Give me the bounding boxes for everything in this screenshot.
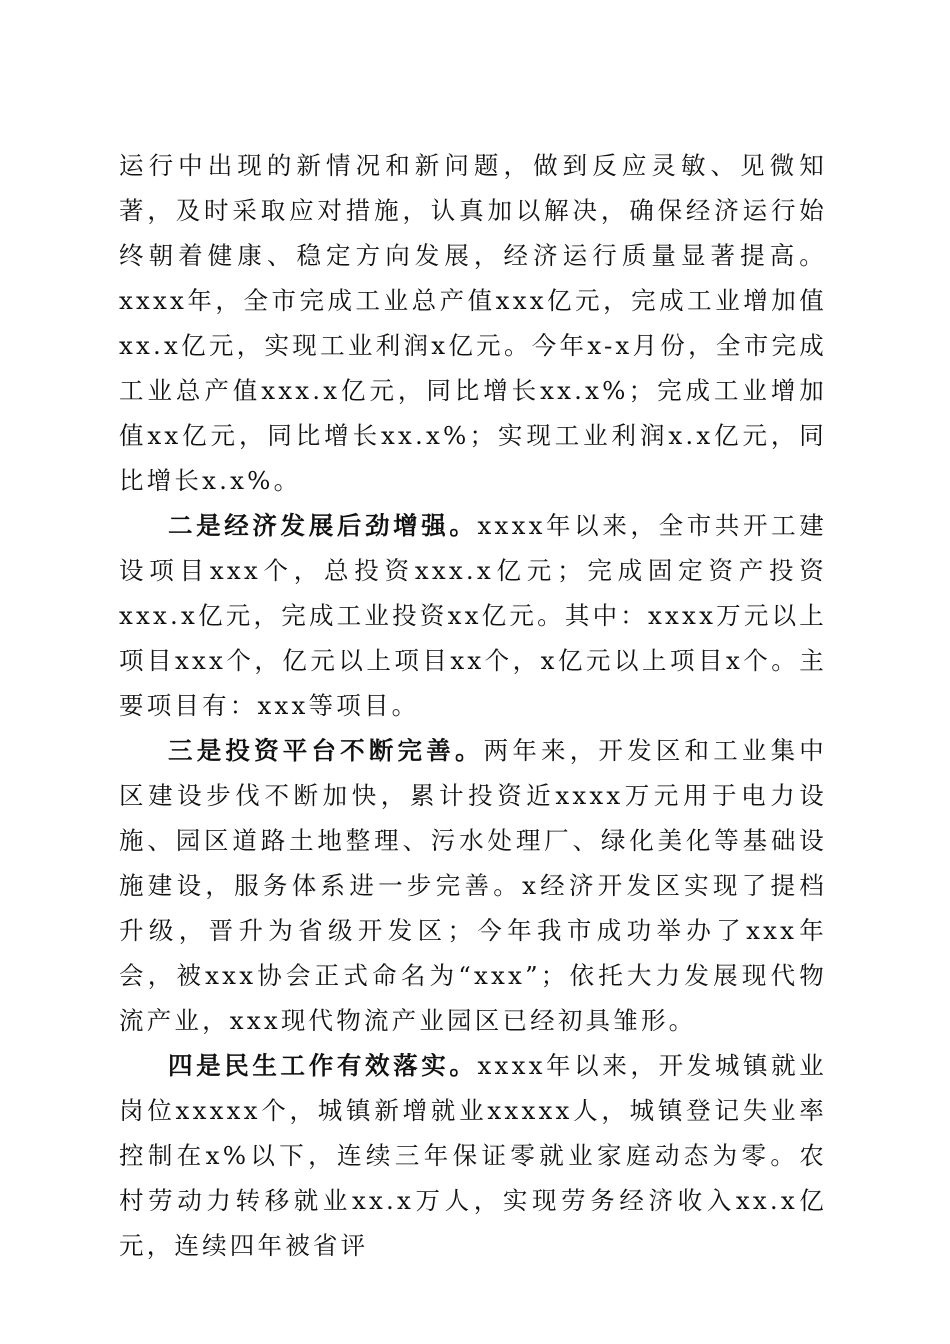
paragraph-investment-platform bbox=[119, 728, 827, 1043]
paragraph-text: xxxx年以来，开发城镇就业岗位xxxxx个，城镇新增就业xxxxx人，城镇登记失业率控制在x%以下，连续三年保证零就业家庭动态为零。农村劳动力转移就业xx.x万人，实现劳务经济收入xx.x亿元，连续四年被省评 bbox=[119, 1051, 827, 1260]
paragraph-text: xxxx年以来，全市共开工建设项目xxx个，总投资xxx.x亿元；完成固定资产投资xxx.x亿元，完成工业投资xx亿元。其中：xxxx万元以上项目xxx个，亿元以上项目xx个，x亿元以上项目x个。主要项目有：xxx等项目。 bbox=[119, 511, 827, 720]
paragraph-heading: 三是投资平台不断完善。 bbox=[168, 736, 484, 765]
paragraph-heading: 四是民生工作有效落实。 bbox=[168, 1051, 478, 1080]
paragraph-livelihood bbox=[119, 1043, 827, 1268]
paragraph-industrial-output bbox=[119, 143, 827, 503]
paragraph-text: 两年来，开发区和工业集中区建设步伐不断加快，累计投资近xxxx万元用于电力设施、园区道路土地整理、污水处理厂、绿化美化等基础设施建设，服务体系进一步完善。x经济开发区实现了提档升级，晋升为省级开发区；今年我市成功举办了xxx年会，被xxx协会正式命名为“xxx”；依托大力发展现代物流产业，xxx现代物流产业园区已经初具雏形。 bbox=[119, 736, 828, 1035]
document-body bbox=[119, 143, 827, 1268]
paragraph-economic-momentum bbox=[119, 503, 827, 728]
paragraph-heading: 二是经济发展后劲增强。 bbox=[168, 511, 478, 540]
paragraph-text: 运行中出现的新情况和新问题，做到反应灵敏、见微知著，及时采取应对措施，认真加以解决，确保经济运行始终朝着健康、稳定方向发展，经济运行质量显著提高。xxxx年，全市完成工业总产值xxx亿元，完成工业增加值xx.x亿元，实现工业利润x亿元。今年x-x月份，全市完成工业总产值xxx.x亿元，同比增长xx.x%；完成工业增加值xx亿元，同比增长xx.x%；实现工业利润x.x亿元，同比增长x.x%。 bbox=[119, 151, 827, 495]
